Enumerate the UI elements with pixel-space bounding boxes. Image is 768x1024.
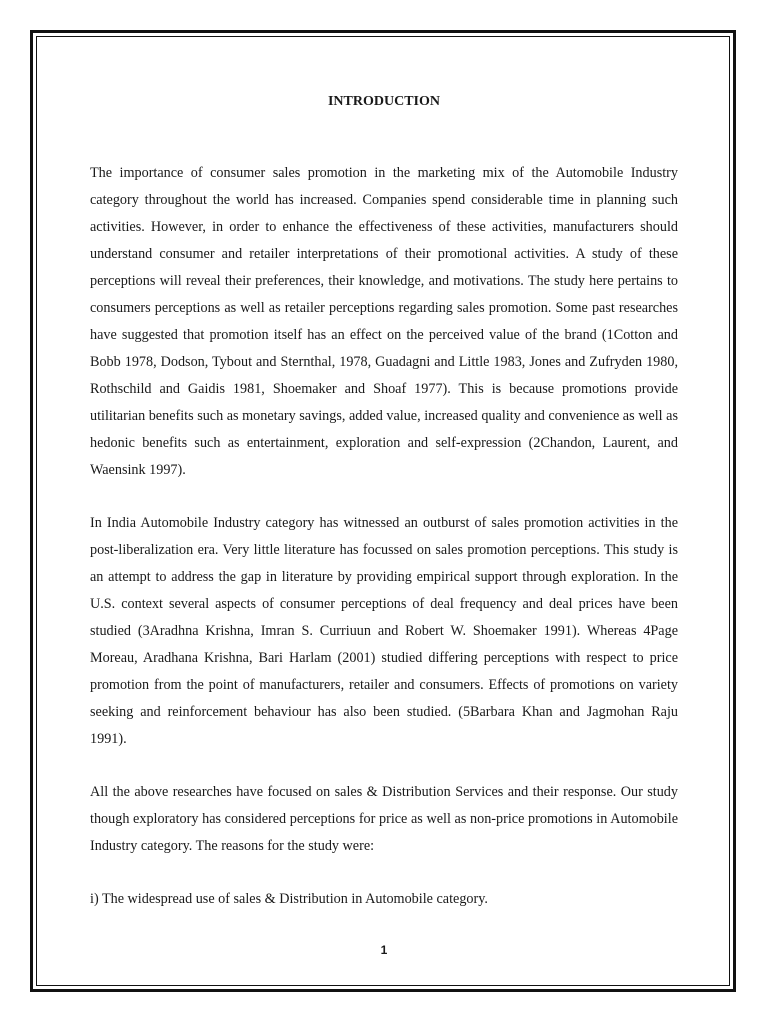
page-number: 1 <box>380 943 388 957</box>
paragraph-2: In India Automobile Industry category has witnessed an outburst of sales promotion activities in the post-liberalization era. Very little literature has focussed on sales promotion perceptions. This study is an attempt to address the gap in literature by providing empirical support through exploration. In the U.S. context several aspects of consumer perceptions of deal frequency and deal prices have been studied (3Aradhna Krishna, Imran S. Curriuun and Robert W. Shoemaker 1991). Whereas 4Page Moreau, Aradhana Krishna, Bari Harlam (2001) studied differing perceptions with respect to price promotion from the point of manufacturers, retailer and consumers. Effects of promotions on variety seeking and reinforcement behaviour has also been studied. (5Barbara Khan and Jagmohan Raju 1991). <box>90 515 678 747</box>
document-body <box>90 92 678 913</box>
paragraph-3: All the above researches have focused on sales & Distribution Services and their response. Our study though exploratory has considered perceptions for price as well as non-price promotions in Automobile Industry category. The reasons for the study were: <box>90 784 678 854</box>
document-title: INTRODUCTION <box>327 94 440 109</box>
paragraph-1: The importance of consumer sales promotion in the marketing mix of the Automobile Industry category throughout the world has increased. Companies spend considerable time in planning such activities. However, in order to enhance the effectiveness of these activities, manufacturers should understand consumer and retailer interpretations of their promotional activities. A study of these perceptions will reveal their preferences, their knowledge, and motivations. The study here pertains to consumers perceptions as well as retailer perceptions regarding sales promotion. Some past researches have suggested that promotion itself has an effect on the perceived value of the brand (1Cotton and Bobb 1978, Dodson, Tybout and Sternthal, 1978, Guadagni and Little 1983, Jones and Zufryden 1980, Rothschild and Gaidis 1981, Shoemaker and Shoaf 1977). This is because promotions provide utilitarian benefits such as monetary savings, added value, increased quality and convenience as well as hedonic benefits such as entertainment, exploration and self-expression (2Chandon, Laurent, and Waensink 1997). <box>90 165 678 478</box>
list-item-1: i) The widespread use of sales & Distribution in Automobile category. <box>90 891 488 907</box>
